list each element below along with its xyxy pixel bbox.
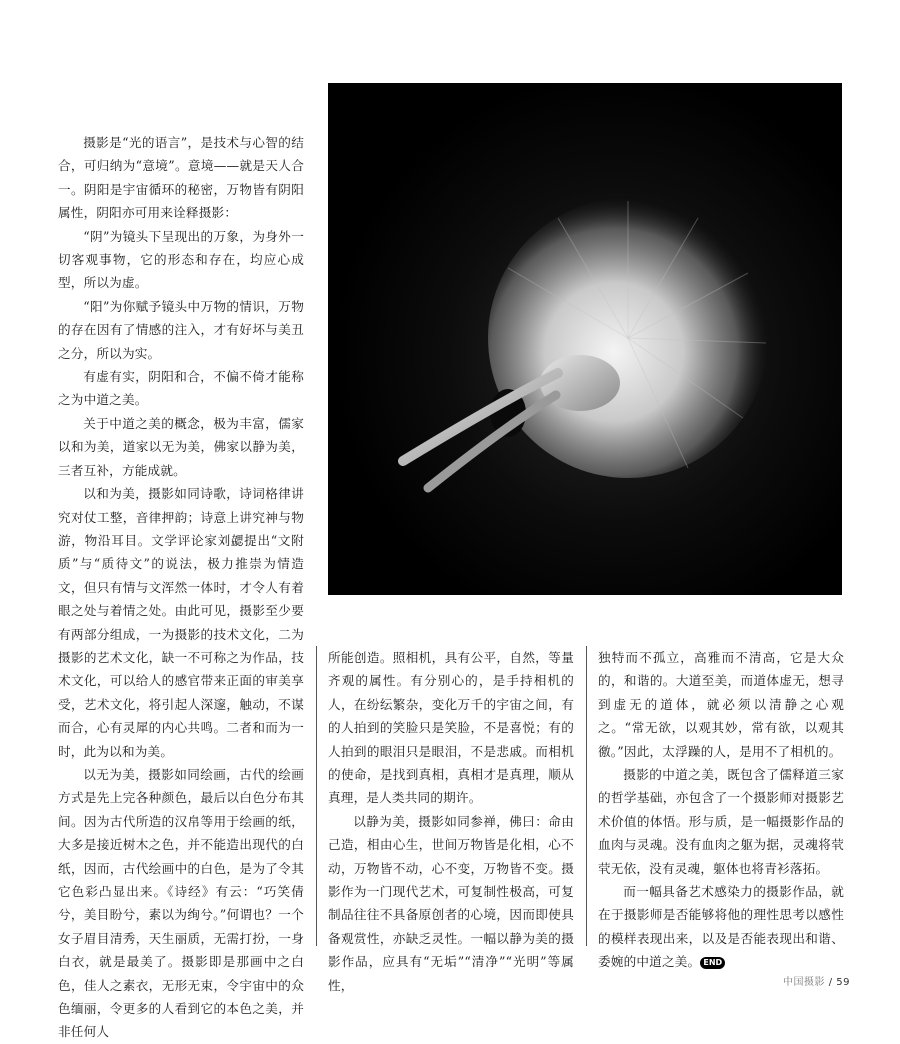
paragraph-middle-way: 有虚有实，阴阳和合，不偏不倚才能称之为中道之美。 xyxy=(58,369,304,408)
text-column-1 xyxy=(58,131,304,1044)
paragraph-yang: “阳”为你赋予镜头中万物的情识，万物的存在因有了情感的注入，才有好坏与美丑之分，所以为实。 xyxy=(58,298,304,361)
page-number: 59 xyxy=(836,977,850,988)
paragraph-form-and-soul: 摄影的中道之美，既包含了儒释道三家的哲学基础，亦包含了一个摄影师对摄影艺术价值的体悟。形与质，是一幅摄影作品的血肉与灵魂。没有血肉之躯为据，灵魂将茕茕无依，没有灵魂，躯体也将青衫落拓。 xyxy=(598,767,844,876)
magazine-name: 中国摄影 xyxy=(783,977,826,988)
conclusion-text: 而一幅具备艺术感染力的摄影作品，就在于摄影师是否能够将他的理性思考以感性的模样表现出来，以及是否能表现出和谐、委婉的中道之美。 xyxy=(598,884,844,970)
end-badge: END xyxy=(700,957,725,969)
text-column-2 xyxy=(328,646,574,997)
folio-separator: / xyxy=(825,977,837,988)
paragraph-great-way: 独特而不孤立，高雅而不清高，它是大众的，和谐的。大道至美，而道体虚无，想寻到虚无的道体，就必须以清静之心观之。“常无欲，以观其妙，常有欲，以观其徼。”因此，太浮躁的人，是用不了相机的。 xyxy=(598,650,844,759)
column-divider xyxy=(316,646,317,946)
paragraph-conclusion xyxy=(598,880,844,974)
column-divider xyxy=(586,646,587,946)
paragraph-stillness: 以静为美，摄影如同参禅，佛曰：命由己造，相由心生，世间万物皆是化相，心不动，万物皆不动，心不变，万物皆不变。摄影作为一门现代艺术，可复制性极高，可复制品往往不具备原创者的心境，因而即使具备观赏性，亦缺乏灵性。一幅以静为美的摄影作品，应具有“无垢”“清净”“光明”等属性， xyxy=(328,813,574,993)
paragraph-three-schools: 关于中道之美的概念，极为丰富，儒家以和为美，道家以无为美，佛家以静为美，三者互补，方能成就。 xyxy=(58,415,304,478)
paragraph-harmony: 以和为美，摄影如同诗歌，诗词格律讲究对仗工整，音律押韵；诗意上讲究神与物游，物沿耳目。文学评论家刘勰提出“文附质”与“质待文”的说法，极力推崇为情造文，但只有情与文浑然一体时，才令人有着眼之处与着情之处。由此可见，摄影至少要有两部分组成，一为摄影的技术文化，二为摄影的艺术文化，缺一不可称之为作品，技术文化，可以给人的感官带来正面的审美享受，艺术文化，将引起人深邃，触动，不谋而合，心有灵犀的内心共鸣。二者和而为一时，此为以和为美。 xyxy=(58,486,304,759)
paragraph-intro: 摄影是“光的语言”，是技术与心智的结合，可归纳为“意境”。意境——就是天人合一。阴阳是宇宙循环的秘密，万物皆有阴阳属性，阴阳亦可用来诠释摄影： xyxy=(58,135,304,221)
paragraph-emptiness: 以无为美，摄影如同绘画，古代的绘画方式是先上完各种颜色，最后以白色分布其间。因为古代所造的汉帛等用于绘画的纸，大多是接近树木之色，并不能造出现代的白纸，因而，古代绘画中的白色，是为了令其它色彩凸显出来。《诗经》有云：“巧笑倩兮，美目盼兮，素以为绚兮。”何谓也？一个女子眉目清秀，天生丽质，无需打扮，一身白衣，就是最美了。摄影即是那画中之白色，佳人之素衣，无形无束，令宇宙中的众色缅丽，令更多的人看到它的本色之美，并非任何人 xyxy=(58,766,304,1040)
dancer-illustration xyxy=(328,83,842,595)
paragraph-yin: “阴”为镜头下呈现出的万象，为身外一切客观事物，它的形态和存在，均应心成型，所以为虚。 xyxy=(58,228,304,291)
page-folio xyxy=(783,973,850,988)
paragraph-camera: 所能创造。照相机，具有公平，自然，等量齐观的属性。有分别心的，是手持相机的人，在纷纭繁杂，变化万千的宇宙之间，有的人拍到的笑脸只是笑脸，不是喜悦；有的人拍到的眼泪只是眼泪，不是悲戚。而相机的使命，是找到真相，真相才是真理，顺从真理，是人类共同的期许。 xyxy=(328,650,574,806)
ballet-dancer-photo xyxy=(328,83,842,595)
text-column-3 xyxy=(598,646,844,974)
